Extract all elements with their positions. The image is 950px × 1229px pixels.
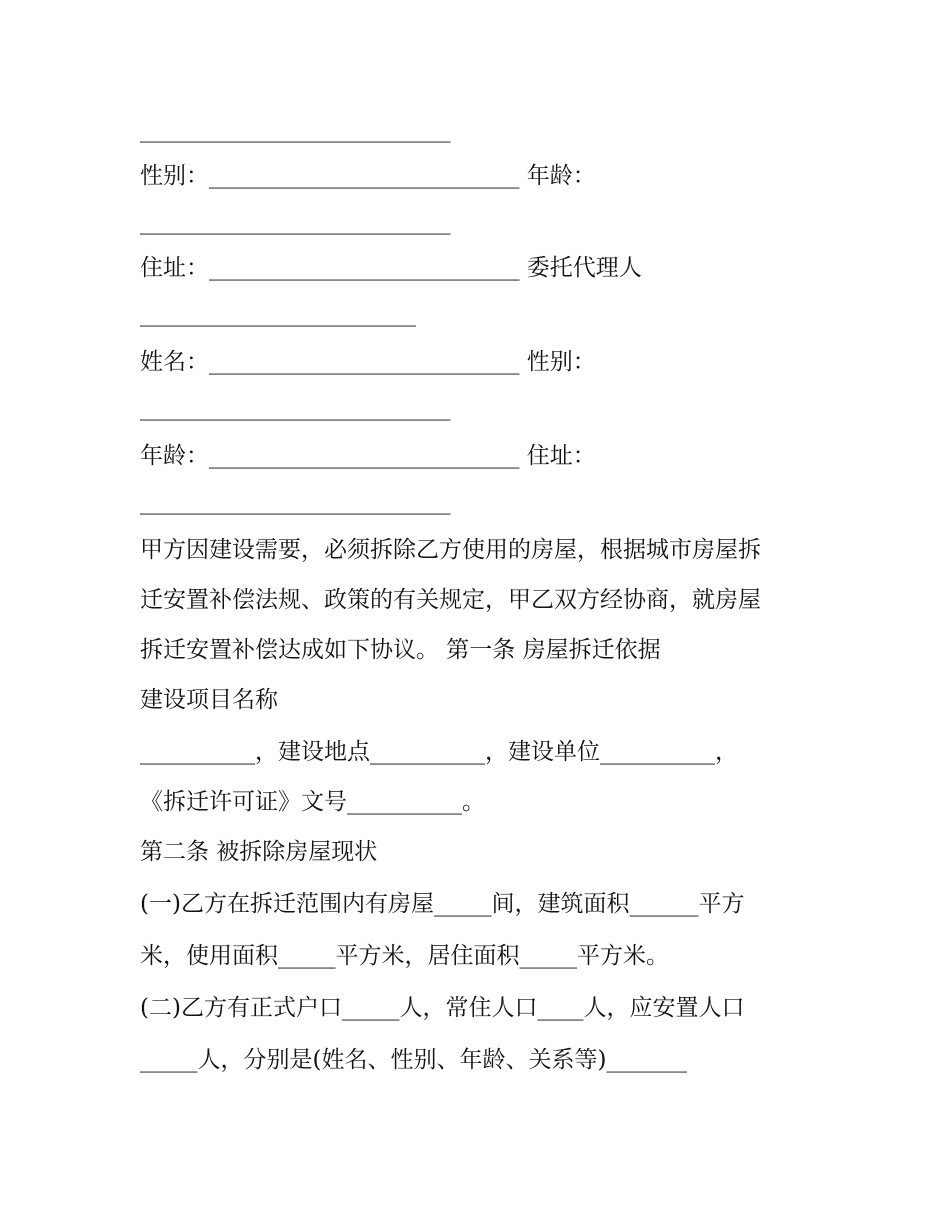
line-text: (一)乙方在拆迁范围内有房屋_____间，建筑面积______平方 xyxy=(140,891,745,917)
line-text: 姓名：___________________________ 性别： xyxy=(140,349,596,375)
line-text: 性别：___________________________ 年龄： xyxy=(140,163,596,189)
age-address-line xyxy=(140,440,596,472)
blank-line xyxy=(140,486,451,518)
line-text: 拆迁安置补偿达成如下协议。 第一条 房屋拆迁依据 xyxy=(140,637,661,663)
line-text: __________，建设地点__________，建设单位__________， xyxy=(140,739,738,765)
line-text: ___________________________ xyxy=(140,395,451,421)
paragraph-line xyxy=(140,940,669,972)
paragraph-line xyxy=(140,992,744,1024)
line-text: (二)乙方有正式户口_____人，常住人口____人，应安置人口 xyxy=(140,995,745,1021)
section-heading xyxy=(140,836,377,868)
blank-line xyxy=(140,298,416,330)
line-text: 米，使用面积_____平方米，居住面积_____平方米。 xyxy=(140,943,669,969)
blank-line xyxy=(140,206,451,238)
blank-line xyxy=(140,114,451,146)
paragraph-line xyxy=(140,684,278,716)
paragraph-line xyxy=(140,634,661,666)
line-text: ___________________________ xyxy=(140,489,451,515)
blank-line xyxy=(140,392,451,424)
address-agent-line xyxy=(140,252,642,284)
line-text: 住址：___________________________ 委托代理人 xyxy=(140,255,642,281)
line-text: ________________________ xyxy=(140,301,416,327)
paragraph-line xyxy=(140,534,761,566)
line-text: 第二条 被拆除房屋现状 xyxy=(140,839,378,865)
line-text: ___________________________ xyxy=(140,209,451,235)
line-text: 迁安置补偿法规、政策的有关规定，甲乙双方经协商，就房屋 xyxy=(140,587,761,613)
line-text: 建设项目名称 xyxy=(140,687,278,713)
paragraph-line xyxy=(140,1044,687,1076)
line-text: 甲方因建设需要，必须拆除乙方使用的房屋，根据城市房屋拆 xyxy=(140,537,761,563)
name-gender-line xyxy=(140,346,596,378)
paragraph-line xyxy=(140,584,761,616)
paragraph-line xyxy=(140,888,744,920)
line-text: ___________________________ xyxy=(140,117,451,143)
line-text: 年龄：___________________________ 住址： xyxy=(140,443,596,469)
line-text: _____人，分别是(姓名、性别、年龄、关系等)_______ xyxy=(140,1047,687,1073)
paragraph-line xyxy=(140,786,485,818)
paragraph-line xyxy=(140,736,738,768)
line-text: 《拆迁许可证》文号__________。 xyxy=(140,789,485,815)
gender-age-line xyxy=(140,160,596,192)
